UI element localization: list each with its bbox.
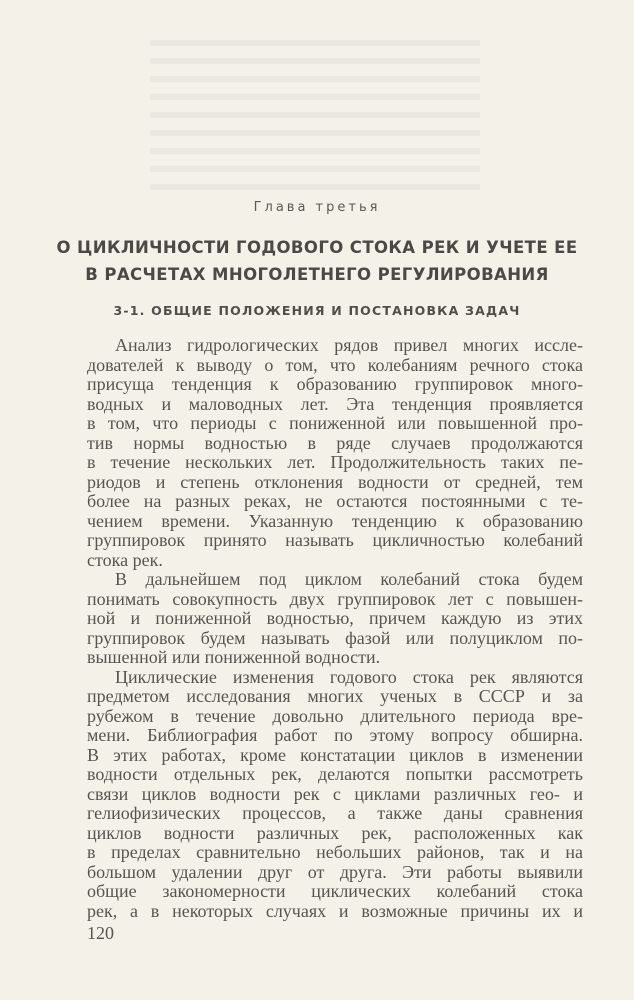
text-line: дователей к выводу о том, что колебаниям речного стока (87, 354, 583, 375)
text-line: в том, что периоды с пониженной или повышенной про- (87, 413, 583, 433)
text-line: чением времени. Указанную тенденцию к образованию (87, 510, 583, 531)
text-line: Анализ гидрологических рядов привел многих иссле- (115, 335, 583, 355)
text-line: В дальнейшем под циклом колебаний стока будем (115, 569, 583, 589)
text-line: Циклические изменения годового стока рек являются (115, 666, 583, 687)
text-line: гелиофизических процессов, а также даны сравнения (87, 803, 583, 823)
text-line: тив нормы водностью в ряде случаев продолжаются (87, 432, 583, 453)
text-line: стока рек. (87, 549, 163, 570)
chapter-title (0, 234, 634, 288)
text-line: более на разных реках, не остаются постоянными с те- (87, 491, 583, 511)
text-line: связи циклов водности рек с циклами различных гео- и (87, 783, 583, 804)
text-line: вышенной или пониженной водности. (87, 647, 381, 667)
text-line: риодов и степень отклонения водности от средней, тем (87, 471, 583, 492)
text-line: группировок будем называть фазой или полуциклом по- (87, 627, 583, 648)
text-line: циклов водности различных рек, расположенных как (87, 822, 583, 843)
text-line: В этих работах, кроме констатации циклов в изменении (87, 744, 583, 765)
text-line: большом удалении друг от друга. Эти работы выявили (87, 861, 583, 882)
text-line: понимать совокупность двух группировок лет с повышен- (87, 588, 583, 609)
text-line: в течение нескольких лет. Продолжительность таких пе- (87, 452, 583, 472)
text-line: в пределах сравнительно небольших районов, так и на (87, 842, 583, 862)
text-line: рубежом в течение довольно длительного периода вре- (87, 705, 583, 726)
section-heading: 3-1. ОБЩИЕ ПОЛОЖЕНИЯ И ПОСТАНОВКА ЗАДАЧ (113, 303, 521, 318)
text-line: предметом исследования многих ученых в СССР и за (87, 686, 583, 706)
text-line: рек, а в некоторых случаях и возможные причины их и (87, 900, 583, 921)
chapter-title-line: О ЦИКЛИЧНОСТИ ГОДОВОГО СТОКА РЕК И УЧЕТЕ ЕЕ (56, 238, 578, 257)
body-text (87, 336, 583, 921)
text-line: водных и маловодных лет. Эта тенденция проявляется (87, 393, 583, 414)
text-line: общие закономерности циклических колебаний стока (87, 881, 583, 901)
page-number: 120 (87, 923, 114, 943)
text-line: ной и пониженной водностью, причем каждую из этих (87, 608, 583, 628)
bleed-through-shadow (150, 40, 480, 200)
text-line: водности отдельных рек, делаются попытки рассмотреть (87, 764, 583, 784)
text-line: группировок принято называть цикличностью колебаний (87, 530, 583, 550)
text-line: присуща тенденция к образованию группировок много- (87, 374, 583, 394)
chapter-title-line: В РАСЧЕТАХ МНОГОЛЕТНЕГО РЕГУЛИРОВАНИЯ (85, 265, 549, 284)
chapter-label: Глава третья (253, 200, 381, 215)
text-line: мени. Библиография работ по этому вопросу обширна. (87, 725, 583, 745)
